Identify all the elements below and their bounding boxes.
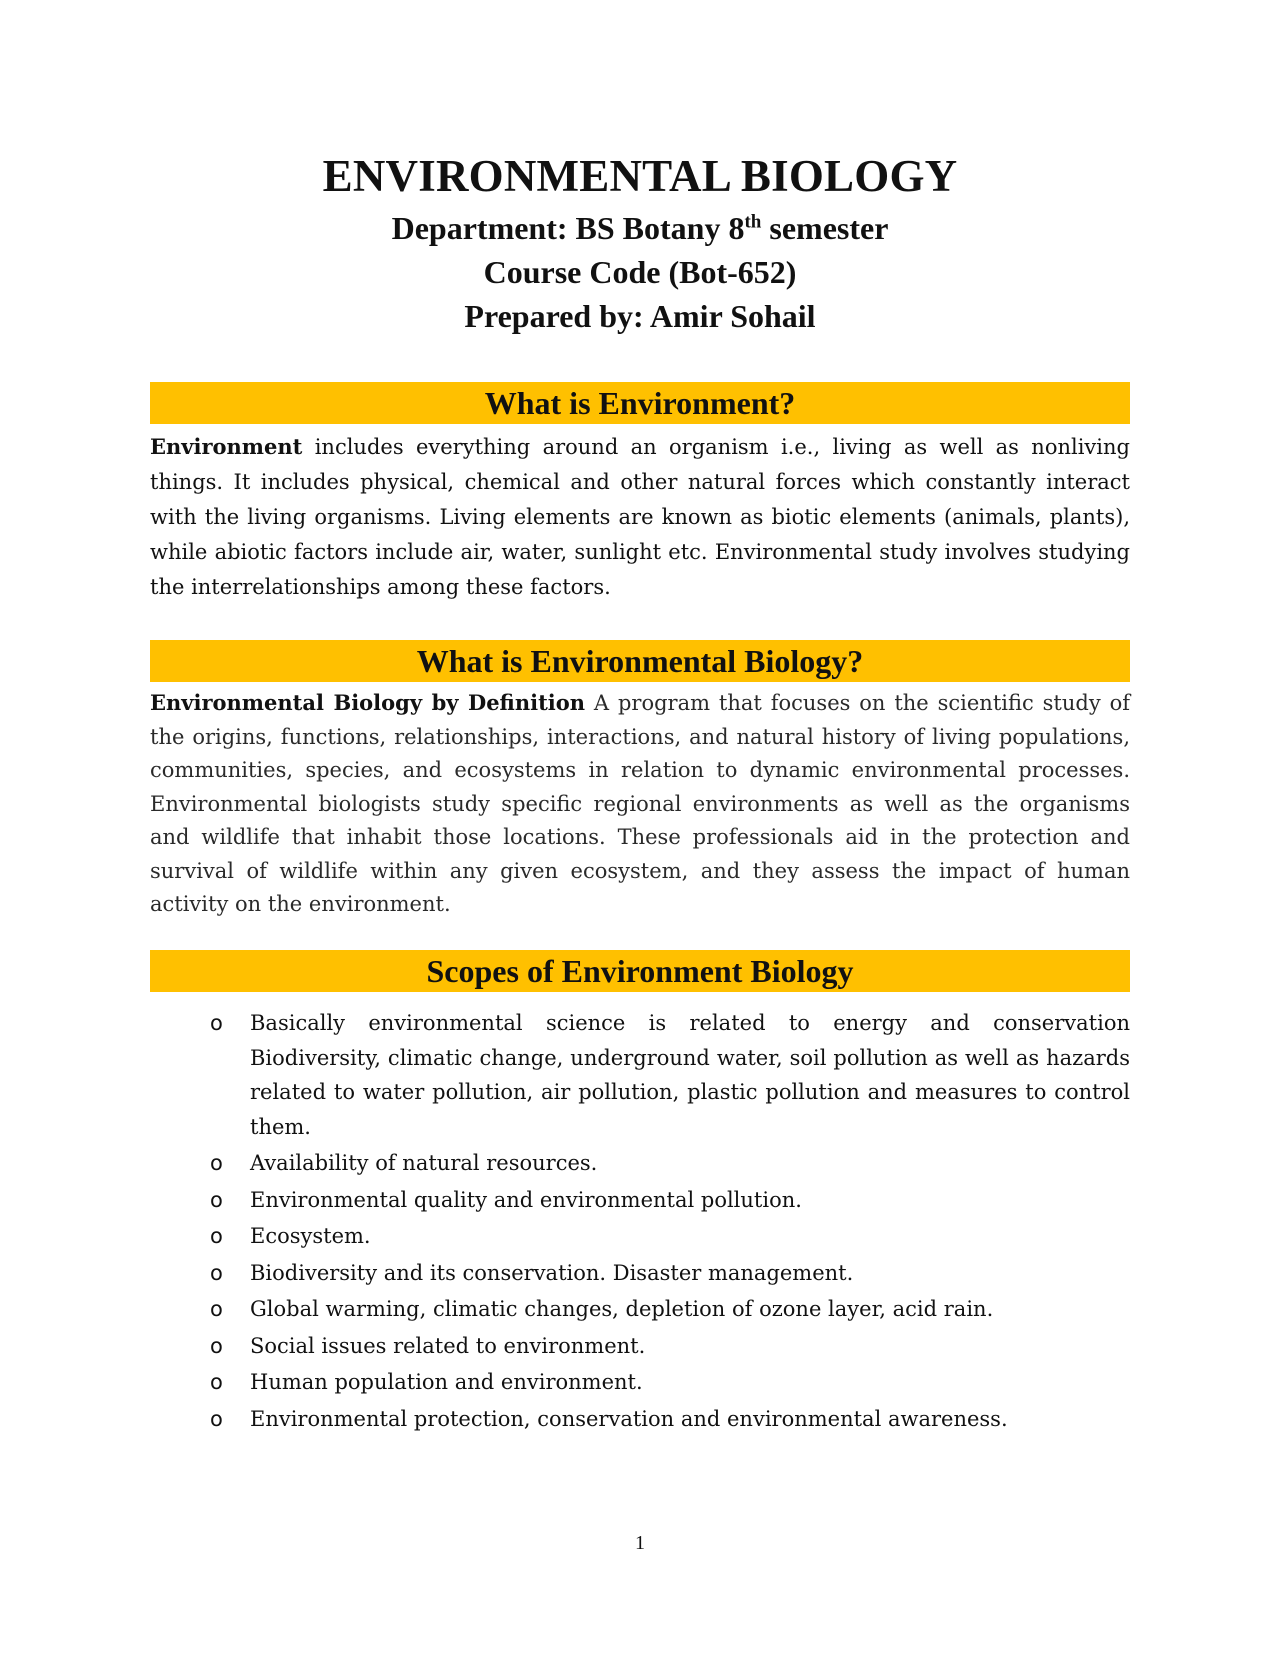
bullet-icon: o [210, 1370, 223, 1394]
list-item-text: Social issues related to environment. [250, 1333, 646, 1358]
department-text: Department: BS Botany 8 [391, 210, 745, 246]
list-item-text: Environmental protection, conservation and environmental awareness. [250, 1406, 1008, 1431]
section-heading-environmental-biology: What is Environmental Biology? [150, 640, 1130, 682]
list-item-text: Human population and environment. [250, 1370, 643, 1394]
list-item [150, 1365, 1130, 1400]
environment-body: includes everything around an organism i.e., living as well as nonliving things. It includes physical, chemical and other natural forces which constantly interact with the living organisms. Living elements are known as biotic elements (animals, plants), while abiotic factors include air, water, sunlight etc. Environmental study involves studying the interrelationships among these factors. [150, 435, 1130, 599]
list-item [150, 1146, 1130, 1181]
department-superscript: th [744, 211, 762, 233]
environment-paragraph [150, 429, 1130, 605]
scopes-list [150, 1006, 1130, 1438]
list-item-text: Biodiversity and its conservation. Disaster management. [250, 1260, 854, 1285]
bullet-icon: o [210, 1224, 223, 1248]
bullet-icon: o [210, 1297, 223, 1321]
list-item-text: Availability of natural resources. [250, 1151, 598, 1175]
page-number: 1 [635, 1532, 645, 1554]
department-suffix: semester [761, 210, 889, 246]
list-item-text: Environmental quality and environmental pollution. [250, 1187, 802, 1212]
list-item [150, 1219, 1130, 1254]
list-item [150, 1256, 1130, 1291]
bullet-icon: o [210, 1333, 223, 1358]
bullet-icon: o [210, 1260, 223, 1285]
list-item [150, 1183, 1130, 1218]
document-title: ENVIRONMENTAL BIOLOGY [322, 151, 958, 201]
prepared-by: Prepared by: Amir Sohail [464, 298, 816, 334]
section-heading-scopes: Scopes of Environment Biology [150, 950, 1130, 992]
list-item [150, 1329, 1130, 1364]
bullet-icon: o [210, 1187, 223, 1212]
environment-term: Environment [150, 434, 303, 459]
bullet-icon: o [210, 1151, 223, 1175]
list-item [150, 1006, 1130, 1144]
list-item-text: Ecosystem. [250, 1224, 371, 1248]
section-heading-environment: What is Environment? [150, 382, 1130, 424]
environmental-biology-body: A program that focuses on the scientific study of the origins, functions, relationships, interactions, and natural history of living populations, communities, species, and ecosystems in relation to dynamic environmental processes. Environmental biologists study specific regional environments as well as the organisms and wildlife that inhabit those locations. These professionals aid in the protection and survival of wildlife within any given ecosystem, and they assess the impact of human activity on the environment. [150, 691, 1130, 916]
list-item [150, 1402, 1130, 1437]
environmental-biology-term: Environmental Biology by Definition [150, 690, 586, 715]
bullet-icon: o [210, 1406, 223, 1431]
list-item-text: Global warming, climatic changes, depletion of ozone layer, acid rain. [250, 1297, 994, 1321]
department-line [0, 210, 1280, 247]
list-item [150, 1292, 1130, 1327]
course-code: Course Code (Bot-652) [483, 254, 797, 290]
list-item-text: Basically environmental science is related to energy and conservation Biodiversity, climatic change, underground water, soil pollution as well as hazards related to water pollution, air pollution, plastic pollution and measures to control them. [250, 1011, 1130, 1139]
bullet-icon: o [210, 1011, 223, 1035]
environmental-biology-paragraph [150, 686, 1130, 922]
